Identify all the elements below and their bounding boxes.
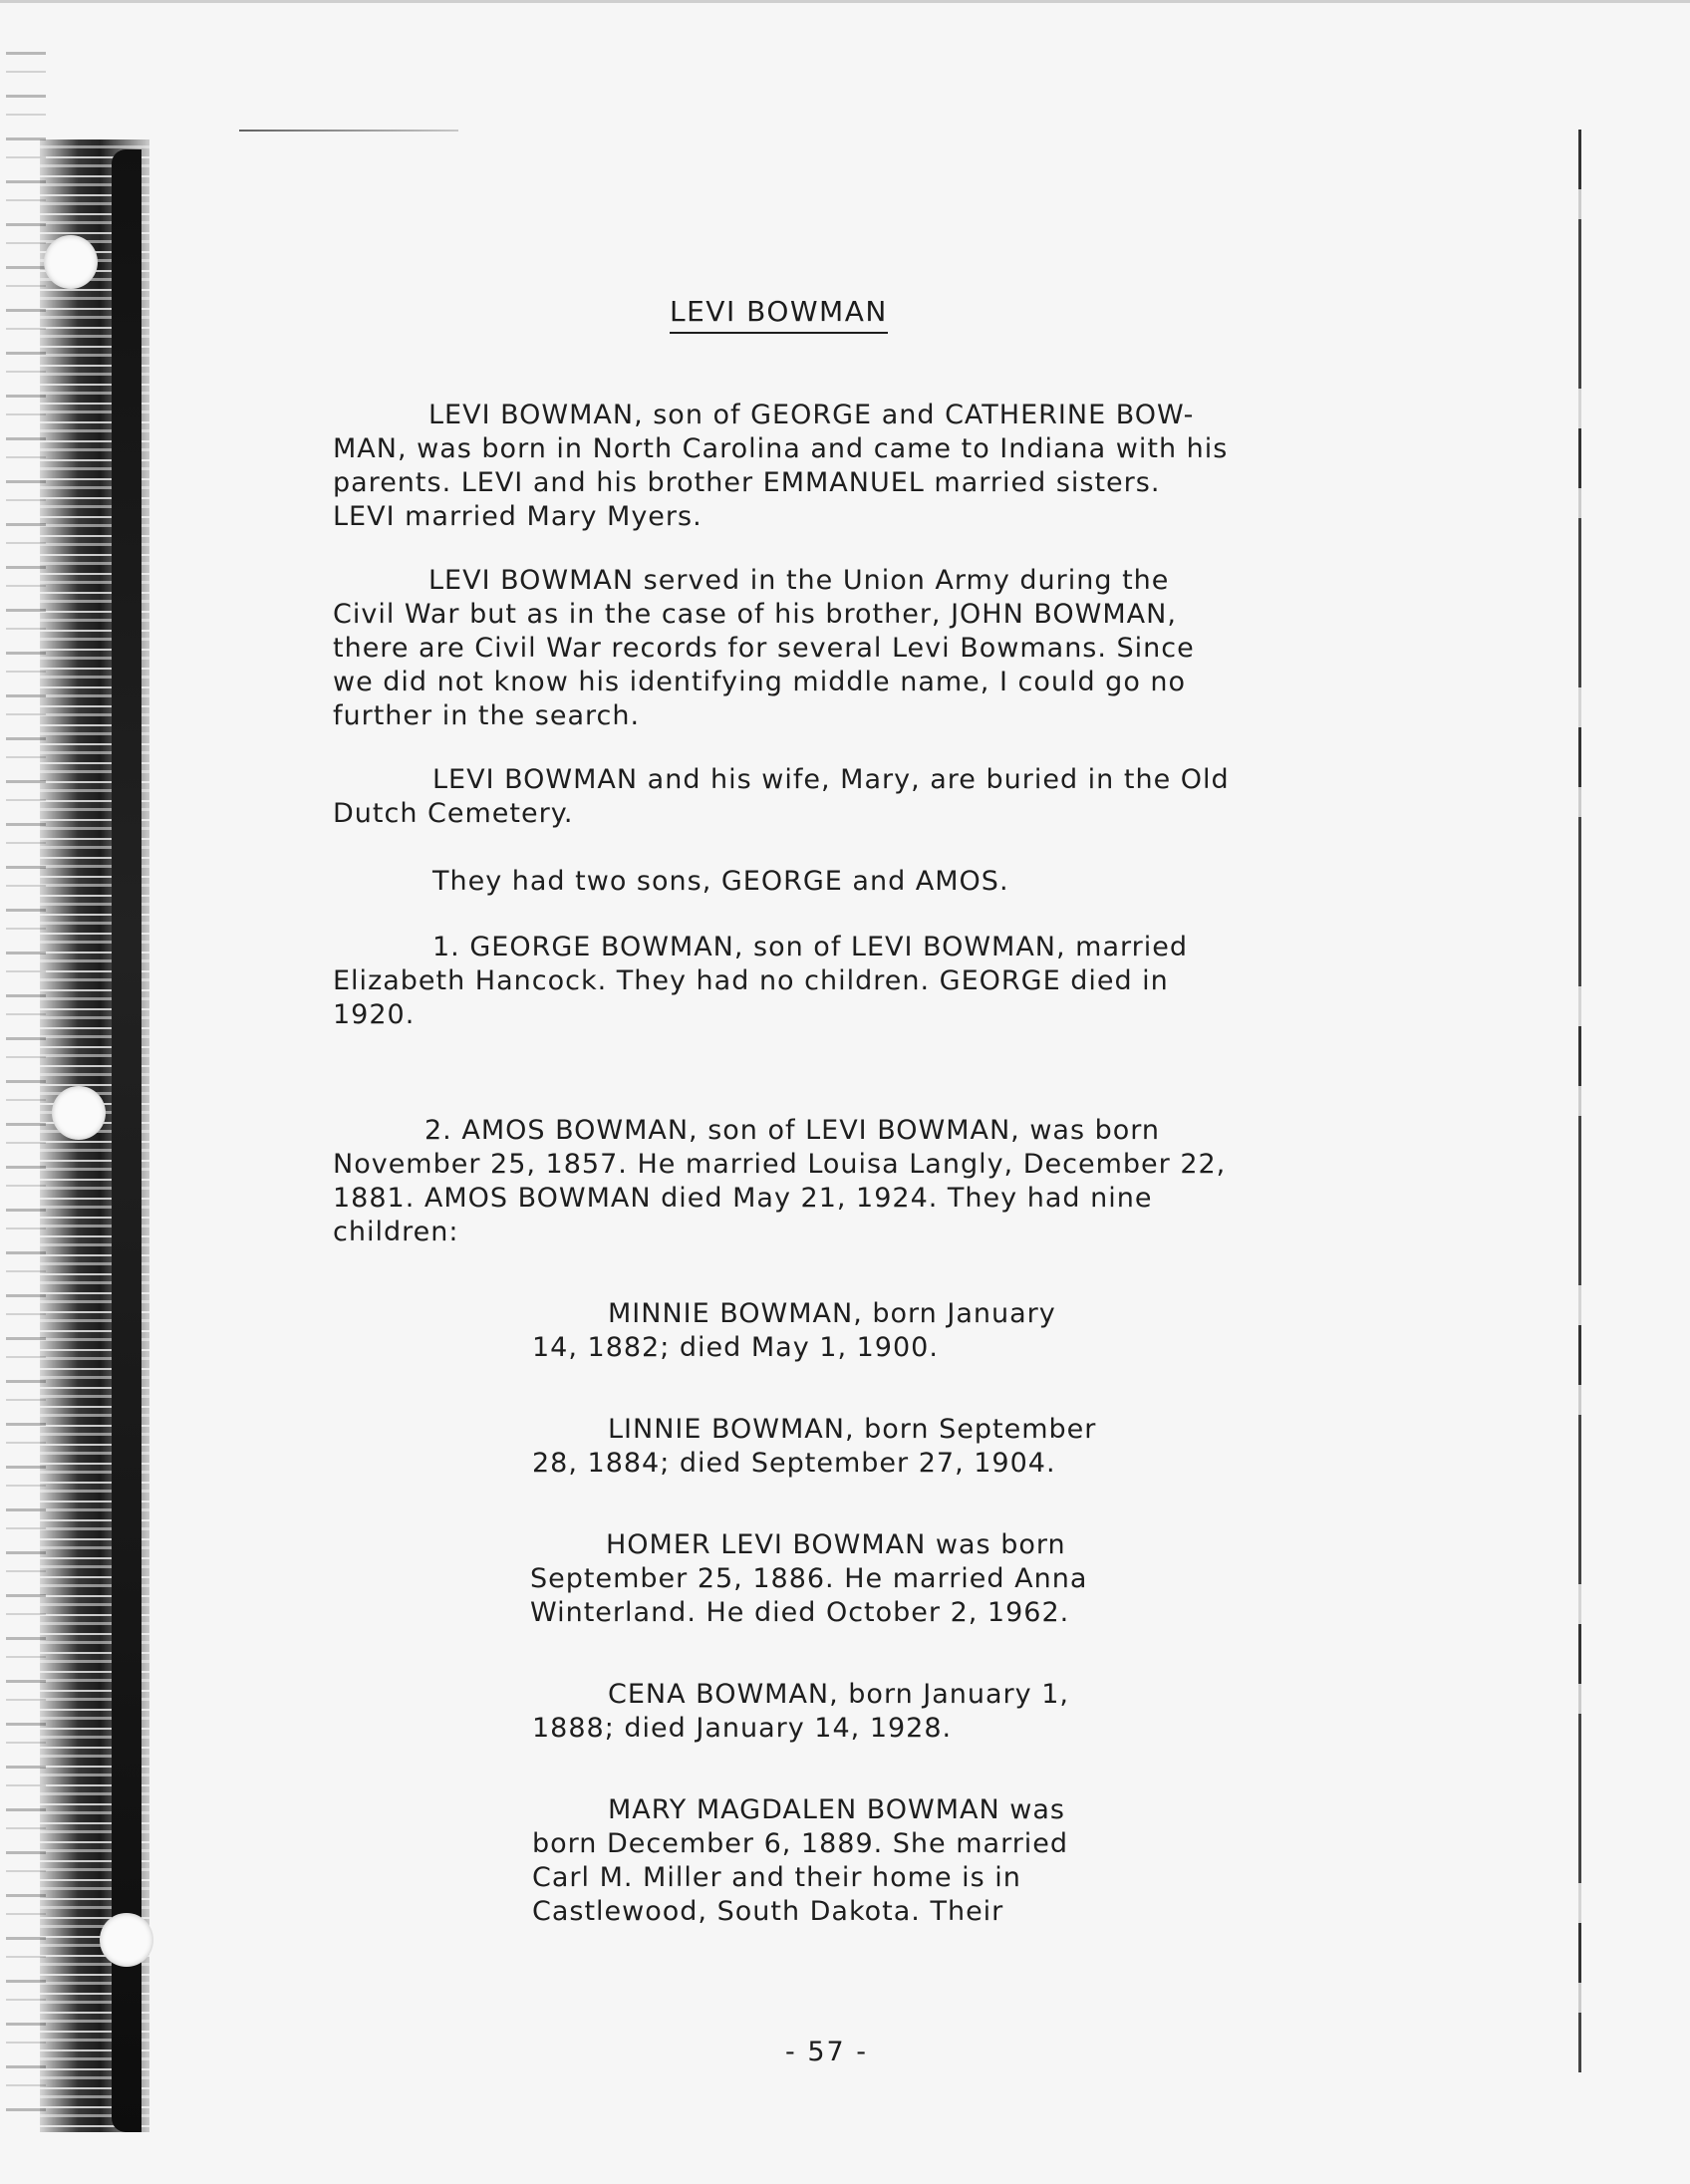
paragraph-2-line-4: we did not know his identifying middle name, I could go no xyxy=(333,667,1187,697)
child-2-line-2: 28, 1884; died September 27, 1904. xyxy=(532,1448,1056,1479)
paragraph-3-line-2: Dutch Cemetery. xyxy=(333,798,574,829)
child-1-line-1: MINNIE BOWMAN, born January xyxy=(608,1298,1056,1329)
punch-hole-middle xyxy=(52,1086,106,1140)
paragraph-2-line-3: there are Civil War records for several Levi Bowmans. Since xyxy=(333,633,1195,664)
child-2-line-1: LINNIE BOWMAN, born September xyxy=(608,1414,1097,1445)
child-3-line-1: HOMER LEVI BOWMAN was born xyxy=(606,1529,1066,1560)
paragraph-6-line-3: 1881. AMOS BOWMAN died May 21, 1924. They had nine xyxy=(333,1183,1153,1214)
paragraph-2-line-5: further in the search. xyxy=(333,700,641,731)
paragraph-6-line-1: 2. AMOS BOWMAN, son of LEVI BOWMAN, was born xyxy=(424,1115,1161,1146)
punch-hole-bottom xyxy=(100,1913,153,1967)
paragraph-5-line-1: 1. GEORGE BOWMAN, son of LEVI BOWMAN, married xyxy=(432,932,1188,962)
paragraph-1-line-2: MAN, was born in North Carolina and came to Indiana with his xyxy=(333,433,1229,464)
scan-artifact-line xyxy=(239,130,458,132)
child-3-line-2: September 25, 1886. He married Anna xyxy=(530,1563,1088,1594)
right-margin-rule xyxy=(1578,130,1581,2072)
punch-hole-top xyxy=(44,235,98,289)
paragraph-1-line-4: LEVI married Mary Myers. xyxy=(333,501,703,532)
paragraph-1-line-3: parents. LEVI and his brother EMMANUEL married sisters. xyxy=(333,467,1161,498)
page-title: LEVI BOWMAN xyxy=(670,295,888,334)
child-5-line-3: Carl M. Miller and their home is in xyxy=(532,1862,1021,1893)
child-1-line-2: 14, 1882; died May 1, 1900. xyxy=(532,1332,939,1363)
child-4-line-1: CENA BOWMAN, born January 1, xyxy=(608,1679,1069,1710)
page-number: - 57 - xyxy=(785,2037,869,2067)
paragraph-2-line-1: LEVI BOWMAN served in the Union Army during the xyxy=(428,565,1170,596)
paragraph-5-line-3: 1920. xyxy=(333,999,416,1030)
child-5-line-2: born December 6, 1889. She married xyxy=(532,1828,1069,1859)
paragraph-5-line-2: Elizabeth Hancock. They had no children. GEORGE died in xyxy=(333,965,1169,996)
child-5-line-4: Castlewood, South Dakota. Their xyxy=(532,1896,1004,1927)
paragraph-3-line-1: LEVI BOWMAN and his wife, Mary, are buried in the Old xyxy=(432,764,1230,795)
paragraph-6-line-4: children: xyxy=(333,1217,459,1247)
paragraph-4-line-1: They had two sons, GEORGE and AMOS. xyxy=(432,866,1009,897)
scan-top-edge xyxy=(0,0,1690,3)
paragraph-6-line-2: November 25, 1857. He married Louisa Langly, December 22, xyxy=(333,1149,1227,1180)
child-4-line-2: 1888; died January 14, 1928. xyxy=(532,1713,953,1744)
child-3-line-3: Winterland. He died October 2, 1962. xyxy=(530,1597,1070,1628)
paragraph-1-line-1: LEVI BOWMAN, son of GEORGE and CATHERINE BOW- xyxy=(428,400,1195,430)
paragraph-2-line-2: Civil War but as in the case of his brother, JOHN BOWMAN, xyxy=(333,599,1177,630)
binding-edge xyxy=(112,149,141,2132)
child-5-line-1: MARY MAGDALEN BOWMAN was xyxy=(608,1794,1065,1825)
